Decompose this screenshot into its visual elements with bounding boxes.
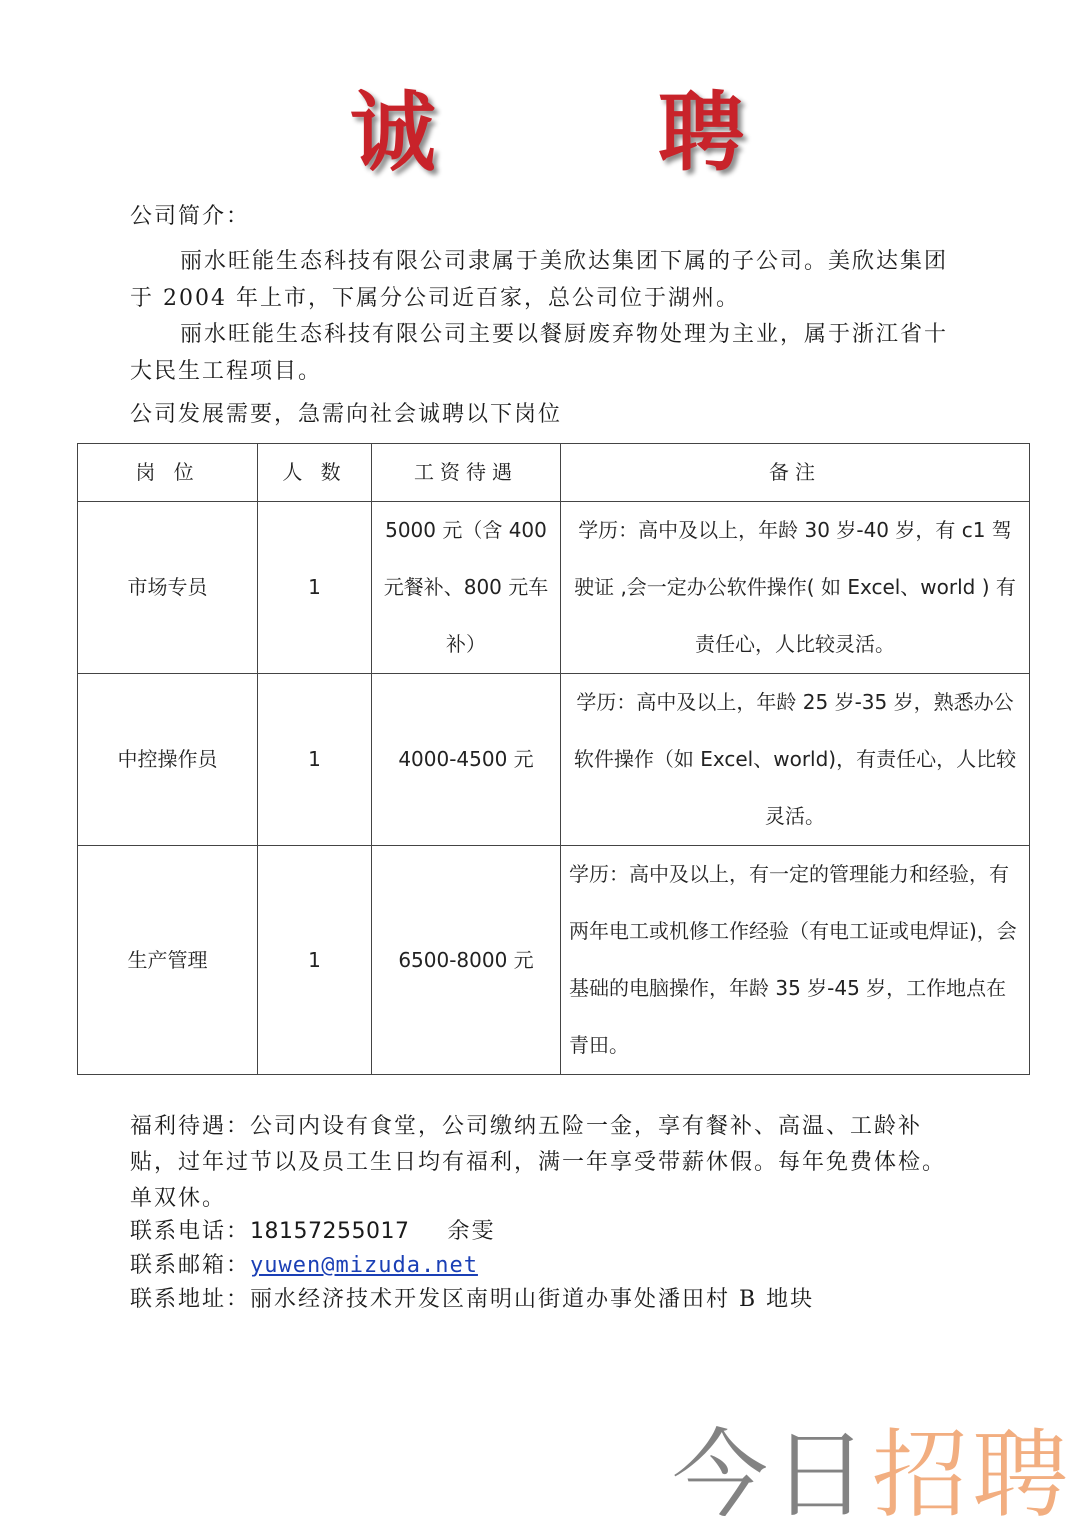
cell-position: 生产管理 xyxy=(78,846,258,1075)
cell-position: 市场专员 xyxy=(78,502,258,674)
cell-count: 1 xyxy=(258,674,372,846)
email-line xyxy=(130,1248,960,1284)
header-count: 人 数 xyxy=(258,444,372,502)
table-row xyxy=(78,502,1030,674)
page-title-char-1: 诚 xyxy=(350,82,436,183)
header-note: 备注 xyxy=(561,444,1030,502)
phone-label: 联系电话： xyxy=(130,1219,251,1244)
email-link[interactable]: yuwen@mizuda.net xyxy=(250,1253,478,1278)
watermark-part-2: 招聘 xyxy=(872,1419,1072,1531)
phone-line xyxy=(130,1214,960,1250)
cell-position: 中控操作员 xyxy=(78,674,258,846)
recruit-statement: 公司发展需要，急需向社会诚聘以下岗位 xyxy=(130,402,563,427)
phone-number: 18157255017 xyxy=(250,1219,410,1244)
cell-note: 学历：高中及以上，年龄 30 岁-40 岁，有 c1 驾驶证 ,会一定办公软件操作( 如 Excel、world ) 有责任心，人比较灵活。 xyxy=(561,502,1030,674)
email-label: 联系邮箱： xyxy=(130,1253,251,1278)
cell-note: 学历：高中及以上，有一定的管理能力和经验，有两年电工或机修工作经验（有电工证或电焊证)，会基础的电脑操作，年龄 35 岁-45 岁，工作地点在青田。 xyxy=(561,846,1030,1075)
table-row xyxy=(78,674,1030,846)
watermark-part-1: 今日 xyxy=(672,1419,872,1531)
cell-salary: 6500-8000 元 xyxy=(372,846,561,1075)
cell-count: 1 xyxy=(258,846,372,1075)
cell-salary: 4000-4500 元 xyxy=(372,674,561,846)
cell-salary: 5000 元（含 400 元餐补、800 元车补） xyxy=(372,502,561,674)
table-header-row xyxy=(78,444,1030,502)
cell-note: 学历：高中及以上，年龄 25 岁-35 岁，熟悉办公软件操作（如 Excel、world)，有责任心，人比较灵活。 xyxy=(561,674,1030,846)
page-title-char-2: 聘 xyxy=(658,82,744,183)
address-text: 丽水经济技术开发区南明山街道办事处潘田村 B 地块 xyxy=(250,1287,815,1312)
intro-paragraph-1: 丽水旺能生态科技有限公司隶属于美欣达集团下属的子公司。美欣达集团于 2004 年上市，下属分公司近百家，总公司位于湖州。 xyxy=(130,249,949,311)
intro-paragraph-2: 丽水旺能生态科技有限公司主要以餐厨废弃物处理为主业，属于浙江省十大民生工程项目。 xyxy=(130,322,949,384)
contact-name: 余雯 xyxy=(447,1219,496,1244)
cell-count: 1 xyxy=(258,502,372,674)
benefits-text: 福利待遇：公司内设有食堂，公司缴纳五险一金，享有餐补、高温、工龄补贴，过年过节以及员工生日均有福利，满一年享受带薪休假。每年免费体检。单双休。 xyxy=(130,1114,947,1211)
jobs-table xyxy=(77,443,1030,1075)
intro-heading: 公司简介： xyxy=(130,204,251,229)
address-label: 联系地址： xyxy=(130,1287,251,1312)
table-row xyxy=(78,846,1030,1075)
address-line xyxy=(130,1282,960,1318)
header-salary: 工资待遇 xyxy=(372,444,561,502)
header-position: 岗 位 xyxy=(78,444,258,502)
watermark-logo xyxy=(672,1419,1072,1531)
